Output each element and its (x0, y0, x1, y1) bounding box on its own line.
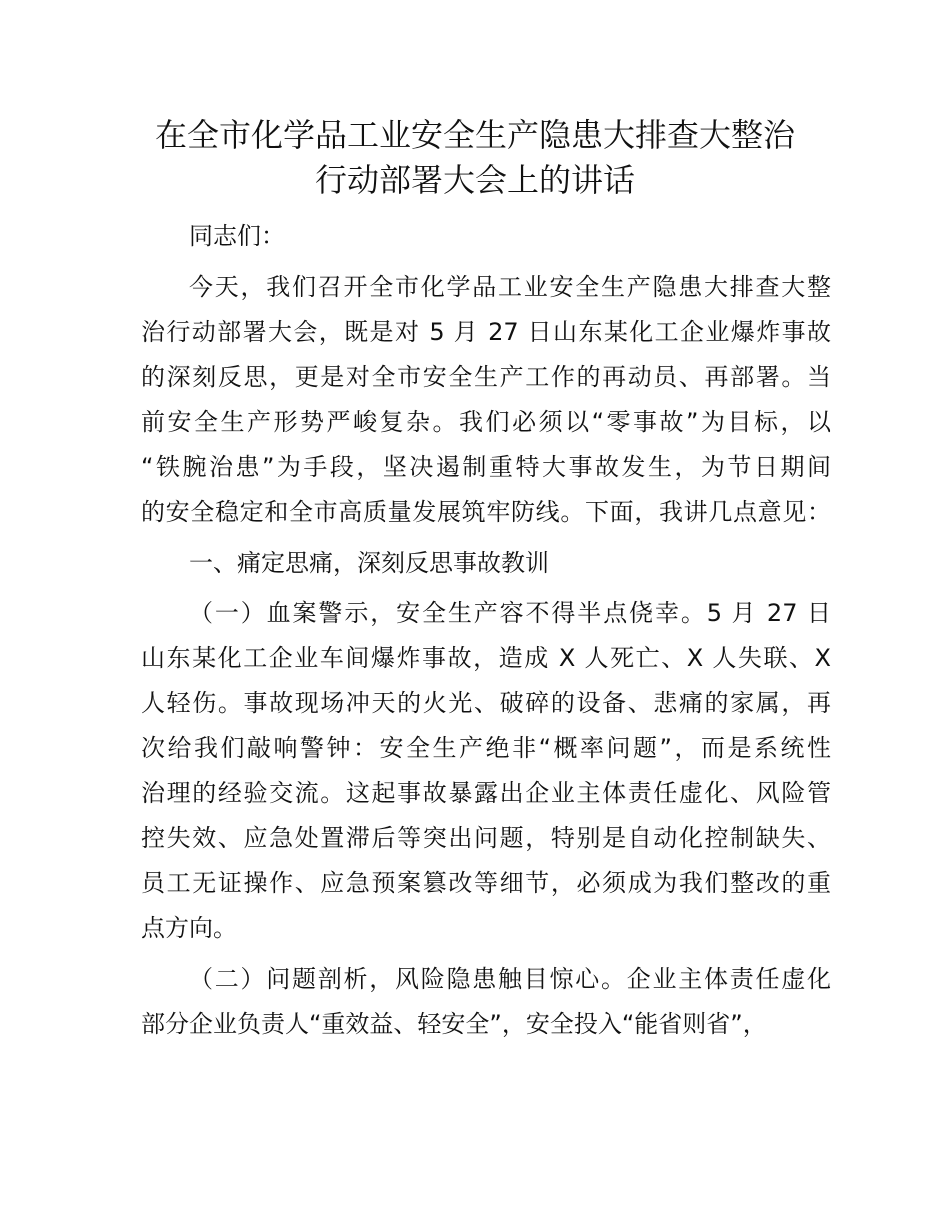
greeting: 同志们： (189, 222, 285, 250)
paragraph-line: 人轻伤。事故现场冲天的火光、破碎的设备、悲痛的家属，再 (141, 689, 831, 717)
paragraph-line: “铁腕治患”为手段，坚决遏制重特大事故发生，为节日期间 (141, 453, 831, 481)
paragraph-line: 控失效、应急处置滞后等突出问题，特别是自动化控制缺失、 (141, 824, 831, 852)
paragraph-line: 治行动部署大会，既是对 5 月 27 日山东某化工企业爆炸事故 (141, 318, 831, 346)
paragraph-line: 治理的经验交流。这起事故暴露出企业主体责任虚化、风险管 (141, 779, 831, 807)
paragraph-line: 山东某化工企业车间爆炸事故，造成 X 人死亡、X 人失联、X (141, 644, 831, 672)
paragraph-line: 点方向。 (141, 914, 237, 942)
section-heading: 一、痛定思痛，深刻反思事故教训 (189, 549, 549, 577)
paragraph-line: （二）问题剖析，风险隐患触目惊心。企业主体责任虚化 (189, 965, 831, 993)
paragraph-line: 部分企业负责人“重效益、轻安全”，安全投入“能省则省”， (141, 1010, 767, 1038)
paragraph-line: 前安全生产形势严峻复杂。我们必须以“零事故”为目标，以 (141, 408, 831, 436)
paragraph-line: 员工无证操作、应急预案篡改等细节，必须成为我们整改的重 (141, 869, 831, 897)
paragraph-line: （一）血案警示，安全生产容不得半点侥幸。5 月 27 日 (189, 599, 831, 627)
paragraph-line: 今天，我们召开全市化学品工业安全生产隐患大排查大整 (189, 273, 831, 301)
paragraph-line: 的安全稳定和全市高质量发展筑牢防线。下面，我讲几点意见： (141, 498, 831, 526)
paragraph-line: 次给我们敲响警钟：安全生产绝非“概率问题”，而是系统性 (141, 734, 831, 762)
document-title-line-2: 行动部署大会上的讲话 (314, 161, 635, 199)
paragraph-line: 的深刻反思，更是对全市安全生产工作的再动员、再部署。当 (141, 363, 831, 391)
document-title-line-1: 在全市化学品工业安全生产隐患大排查大整治 (154, 116, 795, 154)
